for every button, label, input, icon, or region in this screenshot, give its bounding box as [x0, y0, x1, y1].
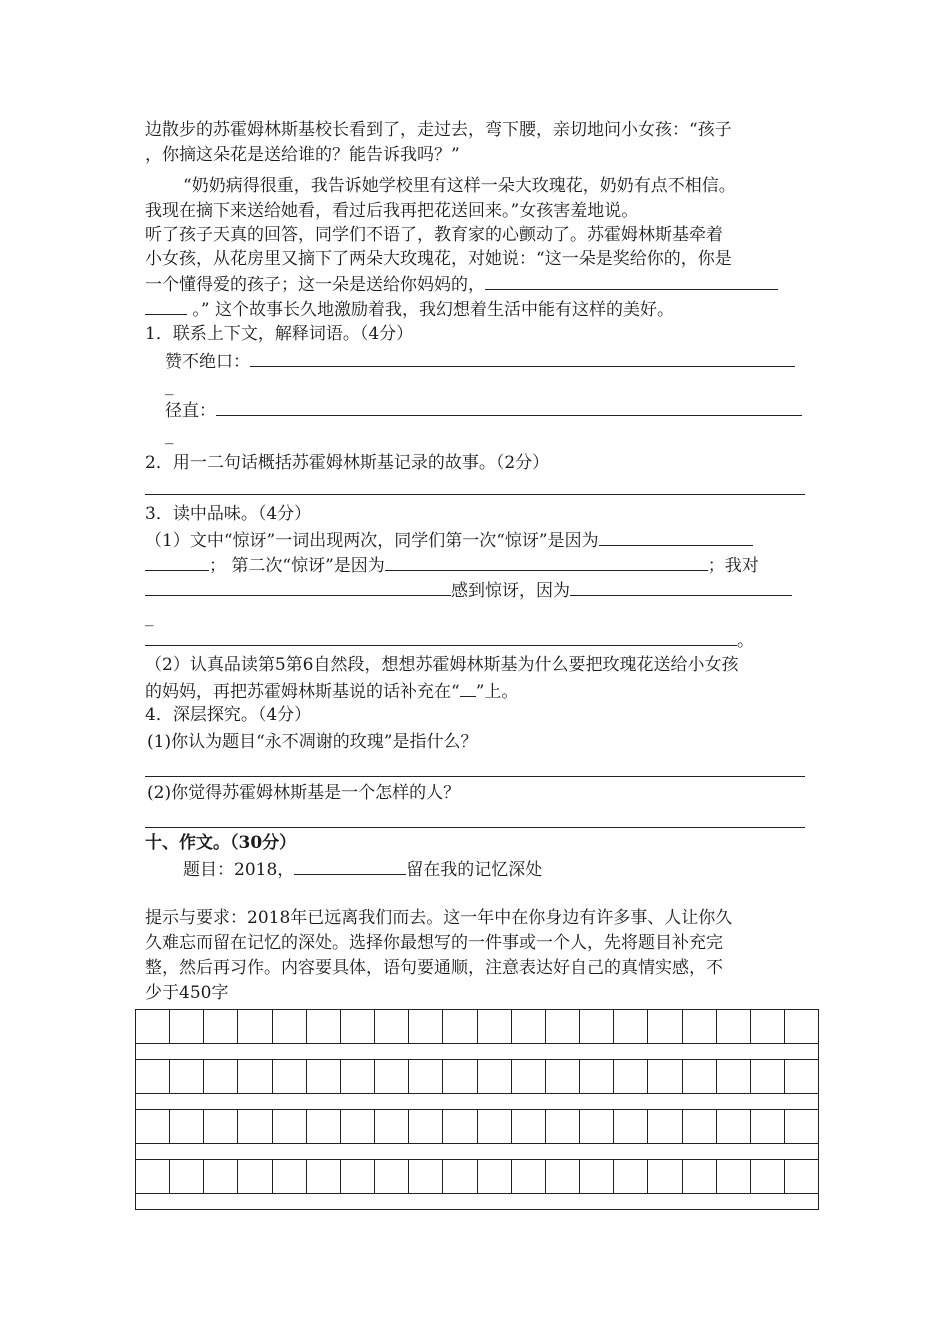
grid-cell[interactable]	[648, 1160, 682, 1193]
grid-cell[interactable]	[512, 1160, 546, 1193]
grid-cell[interactable]	[409, 1060, 443, 1093]
grid-cell[interactable]	[375, 1110, 409, 1143]
q3-p1-row-3	[145, 577, 792, 603]
q3-p2-text-c: ”上。	[475, 682, 519, 702]
grid-cell[interactable]	[170, 1110, 204, 1143]
q2-title: 2．用一二句话概括苏霍姆林斯基记录的故事。（2分）	[145, 453, 550, 473]
grid-cell[interactable]	[785, 1010, 818, 1043]
grid-cell[interactable]	[478, 1060, 512, 1093]
grid-cell[interactable]	[717, 1110, 751, 1143]
q3-p1-text-c: ；我对	[707, 556, 759, 576]
grid-cell[interactable]	[683, 1060, 717, 1093]
grid-cell[interactable]	[614, 1060, 648, 1093]
story-line-8-text: 。” 这个故事长久地激励着我，我幻想着生活中能有这样的美好。	[187, 300, 674, 320]
grid-cell[interactable]	[683, 1160, 717, 1193]
q4-sub-1: (1)你认为题目“永不凋谢的玫瑰”是指什么？	[147, 732, 478, 752]
q1-word-2: 径直：	[165, 401, 216, 421]
grid-cell[interactable]	[546, 1110, 580, 1143]
q1-dash-1: _	[165, 376, 174, 396]
grid-cell[interactable]	[273, 1160, 307, 1193]
q3-p2-text-b: 的妈妈，再把苏霍姆林斯基说的话补充在“	[145, 682, 460, 702]
grid-cell[interactable]	[478, 1110, 512, 1143]
grid-row	[136, 1010, 818, 1044]
q3-blank-3[interactable]	[145, 577, 451, 596]
story-line-1: 边散步的苏霍姆林斯基校长看到了，走过去，弯下腰，亲切地问小女孩：“孩子	[145, 120, 732, 140]
essay-topic-text-b: 留在我的记忆深处	[406, 860, 543, 880]
grid-cell[interactable]	[307, 1060, 341, 1093]
q4-title: 4．深层探究。（4分）	[145, 705, 312, 725]
grid-cell[interactable]	[170, 1060, 204, 1093]
grid-cell[interactable]	[751, 1010, 785, 1043]
story-line-6: 小女孩，从花房里又摘下了两朵大玫瑰花，对她说：“这一朵是奖给你的，你是	[145, 249, 732, 269]
grid-cell[interactable]	[273, 1010, 307, 1043]
grid-cell[interactable]	[443, 1160, 477, 1193]
grid-cell[interactable]	[341, 1060, 375, 1093]
grid-cell[interactable]	[546, 1060, 580, 1093]
grid-cell[interactable]	[785, 1110, 818, 1143]
q1-word-1: 赞不绝口：	[165, 352, 250, 372]
q3-p1-end: 。	[737, 631, 754, 651]
grid-cell[interactable]	[409, 1010, 443, 1043]
grid-cell[interactable]	[375, 1010, 409, 1043]
q4-sub-2: (2)你觉得苏霍姆林斯基是一个怎样的人？	[147, 783, 461, 803]
grid-cell[interactable]	[648, 1010, 682, 1043]
q3-p1-text-b: ； 第二次“惊讶”是因为	[209, 556, 385, 576]
grid-cell[interactable]	[238, 1160, 272, 1193]
grid-row	[136, 1110, 818, 1144]
q3-p1-row-2	[145, 552, 759, 578]
essay-req-line-4: 少于450字	[145, 983, 229, 1003]
grid-cell[interactable]	[443, 1060, 477, 1093]
q3-blank-4[interactable]	[570, 577, 792, 596]
grid-cell[interactable]	[341, 1110, 375, 1143]
grid-cell[interactable]	[204, 1060, 238, 1093]
grid-cell[interactable]	[443, 1010, 477, 1043]
essay-req-line-1: 提示与要求：2018年已远离我们而去。这一年中在你身边有许多事、人让你久	[145, 908, 733, 928]
grid-cell[interactable]	[717, 1160, 751, 1193]
essay-topic-text-a: 题目：2018，	[183, 860, 295, 880]
grid-cell[interactable]	[751, 1160, 785, 1193]
grid-cell[interactable]	[375, 1060, 409, 1093]
writing-grid[interactable]	[135, 1009, 819, 1210]
q1-dash-2: _	[165, 425, 174, 445]
grid-cell[interactable]	[512, 1110, 546, 1143]
essay-heading: 十、作文。（30分）	[145, 833, 297, 853]
grid-cell[interactable]	[170, 1010, 204, 1043]
story-line-7-text: 一个懂得爱的孩子；这一朵是送给你妈妈的，	[145, 275, 485, 295]
grid-cell[interactable]	[238, 1110, 272, 1143]
q3-p1-row-4	[145, 627, 754, 653]
grid-cell[interactable]	[580, 1160, 614, 1193]
grid-cell[interactable]	[204, 1110, 238, 1143]
q3-dash: _	[145, 607, 154, 627]
grid-cell[interactable]	[478, 1010, 512, 1043]
essay-req-line-3: 整，然后再习作。内容要具体，语句要通顺，注意表达好自己的真情实感，不	[145, 958, 723, 978]
grid-cell[interactable]	[683, 1010, 717, 1043]
grid-cell[interactable]	[307, 1110, 341, 1143]
story-line-4: 我现在摘下来送给她看，看过后我再把花送回来。”女孩害羞地说。	[145, 201, 639, 221]
story-blank-2[interactable]	[145, 296, 187, 315]
q3-blank-2[interactable]	[385, 552, 708, 571]
grid-cell[interactable]	[580, 1060, 614, 1093]
grid-cell[interactable]	[136, 1010, 170, 1043]
q3-p1-text-d: 感到惊讶，因为	[451, 581, 570, 601]
grid-cell[interactable]	[512, 1060, 546, 1093]
q3-blank-1[interactable]	[599, 527, 753, 546]
essay-topic-blank[interactable]	[294, 856, 406, 875]
q3-p1-text-a: （1）文中“惊讶”一词出现两次，同学们第一次“惊讶”是因为	[145, 531, 599, 551]
grid-cell[interactable]	[409, 1160, 443, 1193]
q1-word-2-row	[165, 397, 802, 423]
grid-row	[136, 1060, 818, 1094]
grid-cell[interactable]	[717, 1010, 751, 1043]
q2-answer-line[interactable]	[145, 494, 805, 495]
grid-cell[interactable]	[170, 1160, 204, 1193]
grid-cell[interactable]	[136, 1060, 170, 1093]
q4-answer-line-1[interactable]	[145, 776, 805, 777]
q1-word-1-row	[165, 348, 795, 374]
grid-cell[interactable]	[204, 1010, 238, 1043]
story-line-5: 听了孩子天真的回答，同学们不语了，教育家的心颤动了。苏霍姆林斯基牵着	[145, 225, 723, 245]
grid-cell[interactable]	[341, 1160, 375, 1193]
grid-cell[interactable]	[512, 1010, 546, 1043]
q4-answer-line-2[interactable]	[145, 827, 805, 828]
grid-cell[interactable]	[546, 1010, 580, 1043]
grid-cell[interactable]	[785, 1060, 818, 1093]
grid-cell[interactable]	[648, 1110, 682, 1143]
q3-title: 3．读中品味。（4分）	[145, 504, 312, 524]
grid-cell[interactable]	[443, 1110, 477, 1143]
q3-p2-line-2	[145, 678, 518, 704]
grid-cell[interactable]	[614, 1110, 648, 1143]
grid-cell[interactable]	[204, 1160, 238, 1193]
essay-req-line-2: 久难忘而留在记忆的深处。选择你最想写的一件事或一个人，先将题目补充完	[145, 933, 723, 953]
grid-cell[interactable]	[136, 1110, 170, 1143]
grid-cell[interactable]	[614, 1010, 648, 1043]
q3-blank-5[interactable]	[145, 627, 737, 646]
q3-p1-row-1	[145, 527, 753, 553]
grid-cell[interactable]	[136, 1160, 170, 1193]
story-line-3: “奶奶病得很重，我告诉她学校里有这样一朵大玫瑰花，奶奶有点不相信。	[183, 176, 736, 196]
grid-cell[interactable]	[717, 1060, 751, 1093]
grid-cell[interactable]	[238, 1060, 272, 1093]
q1-title: 1．联系上下文，解释词语。（4分）	[145, 324, 414, 344]
q1-answer-1[interactable]	[250, 348, 795, 367]
grid-row	[136, 1160, 818, 1194]
grid-cell[interactable]	[375, 1160, 409, 1193]
q3-p2-line-1: （2）认真品读第5第6自然段，想想苏霍姆林斯基为什么要把玫瑰花送给小女孩	[145, 655, 739, 675]
grid-cell[interactable]	[307, 1010, 341, 1043]
grid-cell[interactable]	[785, 1160, 818, 1193]
story-line-7	[145, 271, 778, 297]
q3-blank-1b[interactable]	[145, 552, 209, 571]
story-line-2: ，你摘这朵花是送给谁的？能告诉我吗？”	[145, 145, 460, 165]
grid-cell[interactable]	[307, 1160, 341, 1193]
grid-cell[interactable]	[751, 1060, 785, 1093]
grid-cell[interactable]	[648, 1060, 682, 1093]
grid-cell[interactable]	[614, 1160, 648, 1193]
grid-cell[interactable]	[273, 1110, 307, 1143]
grid-cell[interactable]	[238, 1010, 272, 1043]
grid-cell[interactable]	[580, 1010, 614, 1043]
q1-answer-2[interactable]	[216, 397, 802, 416]
grid-cell[interactable]	[409, 1110, 443, 1143]
q3-blank-6[interactable]	[460, 678, 476, 697]
grid-cell[interactable]	[478, 1160, 512, 1193]
grid-cell[interactable]	[273, 1060, 307, 1093]
grid-cell[interactable]	[341, 1010, 375, 1043]
grid-cell[interactable]	[546, 1160, 580, 1193]
grid-cell[interactable]	[751, 1110, 785, 1143]
grid-cell[interactable]	[683, 1110, 717, 1143]
story-line-8	[145, 296, 674, 322]
story-blank-1[interactable]	[485, 271, 778, 290]
grid-cell[interactable]	[580, 1110, 614, 1143]
essay-topic-row	[183, 856, 542, 882]
